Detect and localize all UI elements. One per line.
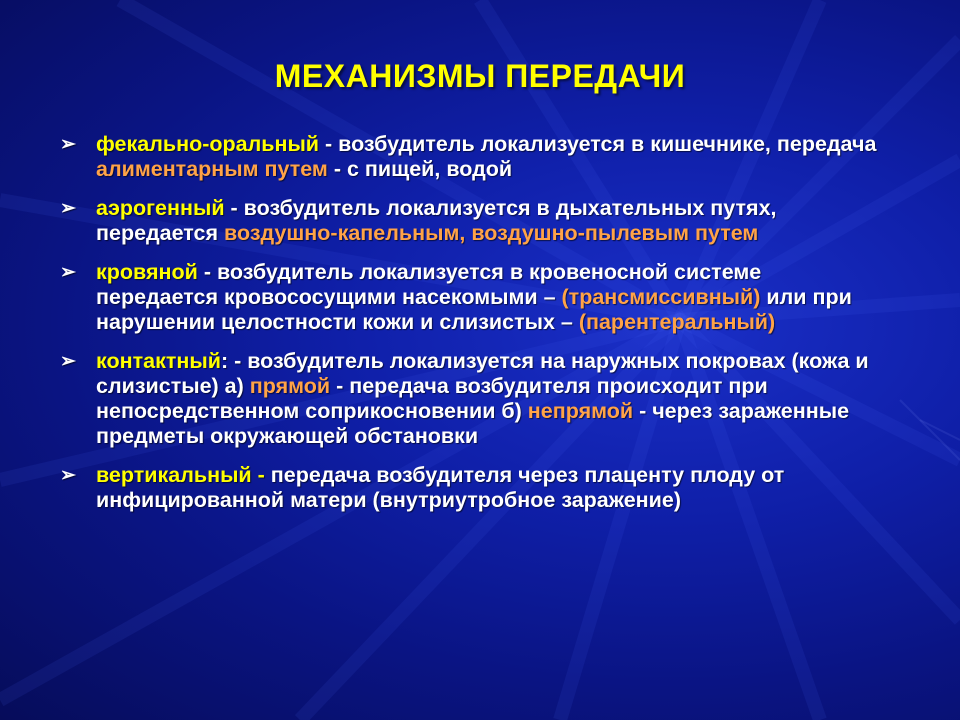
bullet-text: - возбудитель локализуется в кишечнике, передача — [319, 132, 877, 156]
arrow-bullet-icon: ➢ — [60, 351, 76, 372]
term: вертикальный - — [96, 463, 265, 487]
emphasis: алиментарным путем — [96, 157, 328, 181]
bullet-text: : - возбудитель локализуется на наружных покровах (кожа и слизистые) а) — [96, 349, 869, 398]
bullet-text: передача возбудителя через плаценту плоду от инфицированной матери (внутриутробное заражение) — [96, 463, 785, 512]
emphasis: прямой — [249, 374, 331, 398]
bullet-text: - с пищей, водой — [327, 157, 513, 181]
arrow-bullet-icon: ➢ — [60, 134, 76, 155]
bullet-text: или при нарушении целостности кожи и слизистых – — [96, 285, 852, 334]
slide-title: МЕХАНИЗМЫ ПЕРЕДАЧИ — [274, 58, 686, 94]
arrow-bullet-icon: ➢ — [60, 465, 76, 486]
bullet-vertical — [60, 463, 880, 513]
term: фекально-оральный — [96, 132, 320, 156]
emphasis: (парентеральный) — [578, 310, 776, 334]
bullet-contact — [60, 349, 880, 449]
arrow-bullet-icon: ➢ — [60, 262, 76, 283]
bullet-blood — [60, 260, 880, 335]
term: контактный — [96, 349, 221, 373]
arrow-bullet-icon: ➢ — [60, 198, 76, 219]
bullet-text: - возбудитель локализуется в кровеносной системе передается кровососущими насекомыми – — [96, 260, 762, 309]
transmission-list — [60, 132, 880, 527]
emphasis: непрямой — [527, 399, 634, 423]
term: кровяной — [96, 260, 198, 284]
bullet-text: - передача возбудителя происходит при непосредственном соприкосновении б) — [96, 374, 768, 423]
bullet-text: - возбудитель локализуется в дыхательных путях, передается — [96, 196, 777, 245]
emphasis: (трансмиссивный) — [561, 285, 761, 309]
term: аэрогенный — [96, 196, 225, 220]
emphasis: воздушно-капельным, воздушно-пылевым путем — [224, 221, 759, 245]
bullet-text: - через зараженные предметы окружающей обстановки — [96, 399, 850, 448]
bullet-fecal-oral — [60, 132, 880, 182]
bullet-aerogenic — [60, 196, 880, 246]
